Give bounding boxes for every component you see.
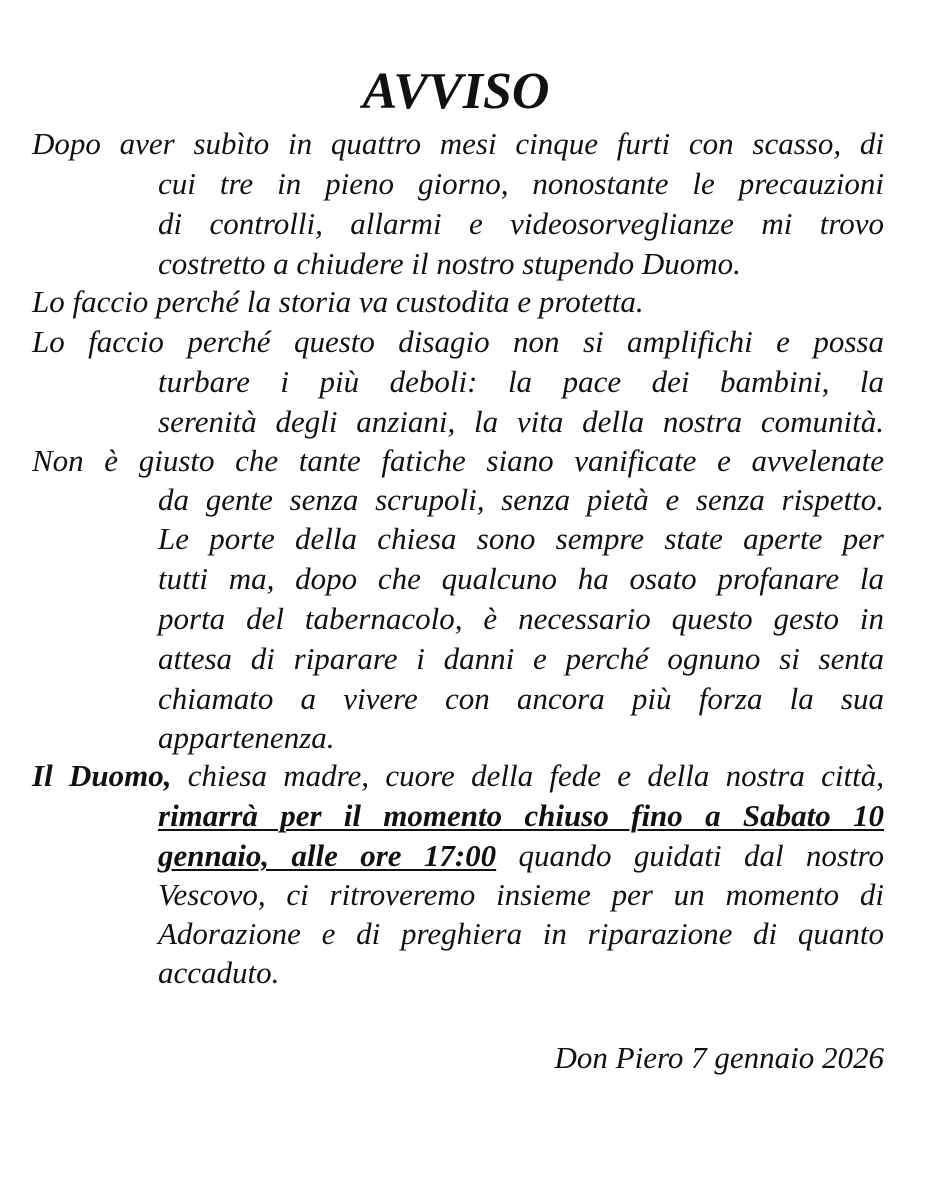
text-segment: chiesa madre, cuore della fede e della nostra città, bbox=[171, 758, 884, 793]
text-line: attesa di riparare i danni e perché ognuno si senta bbox=[158, 641, 884, 676]
closure-date-underlined: rimarrà per il momento chiuso fino a Sabato 10 bbox=[158, 798, 884, 833]
text-line: Lo faccio perché la storia va custodita e protetta. bbox=[32, 284, 644, 319]
notice-title: AVVISO bbox=[362, 63, 550, 120]
text-line: Dopo aver subìto in quattro mesi cinque furti con scasso, di bbox=[32, 126, 884, 161]
text-line: chiamato a vivere con ancora più forza la sua bbox=[158, 681, 884, 716]
duomo-bold-lead: Il Duomo, bbox=[32, 758, 172, 793]
text-line: tutti ma, dopo che qualcuno ha osato profanare la bbox=[158, 561, 884, 596]
text-line: serenità degli anziani, la vita della nostra comunità. bbox=[158, 404, 884, 439]
text-line: Vescovo, ci ritroveremo insieme per un momento di bbox=[158, 877, 884, 912]
text-line: cui tre in pieno giorno, nonostante le precauzioni bbox=[158, 166, 884, 201]
closure-time-underlined: gennaio, alle ore 17:00 bbox=[158, 838, 497, 873]
text-line: Adorazione e di preghiera in riparazione di quanto bbox=[158, 916, 884, 951]
text-line: Le porte della chiesa sono sempre state aperte per bbox=[158, 521, 884, 556]
text-line: porta del tabernacolo, è necessario questo gesto in bbox=[158, 601, 884, 636]
text-line bbox=[158, 836, 884, 876]
text-line bbox=[32, 756, 884, 796]
text-line: Non è giusto che tante fatiche siano vanificate e avvelenate bbox=[32, 443, 884, 478]
text-line: appartenenza. bbox=[158, 720, 335, 755]
text-line: accaduto. bbox=[158, 955, 280, 990]
text-line: turbare i più deboli: la pace dei bambini, la bbox=[158, 364, 884, 399]
text-segment: quando guidati dal nostro bbox=[496, 838, 884, 873]
text-line: costretto a chiudere il nostro stupendo Duomo. bbox=[158, 246, 741, 281]
text-line: di controlli, allarmi e videosorveglianze mi trovo bbox=[158, 206, 884, 241]
text-line: da gente senza scrupoli, senza pietà e senza rispetto. bbox=[158, 482, 884, 517]
text-line: Lo faccio perché questo disagio non si amplifichi e possa bbox=[32, 324, 884, 359]
signature: Don Piero 7 gennaio 2026 bbox=[554, 1040, 884, 1075]
